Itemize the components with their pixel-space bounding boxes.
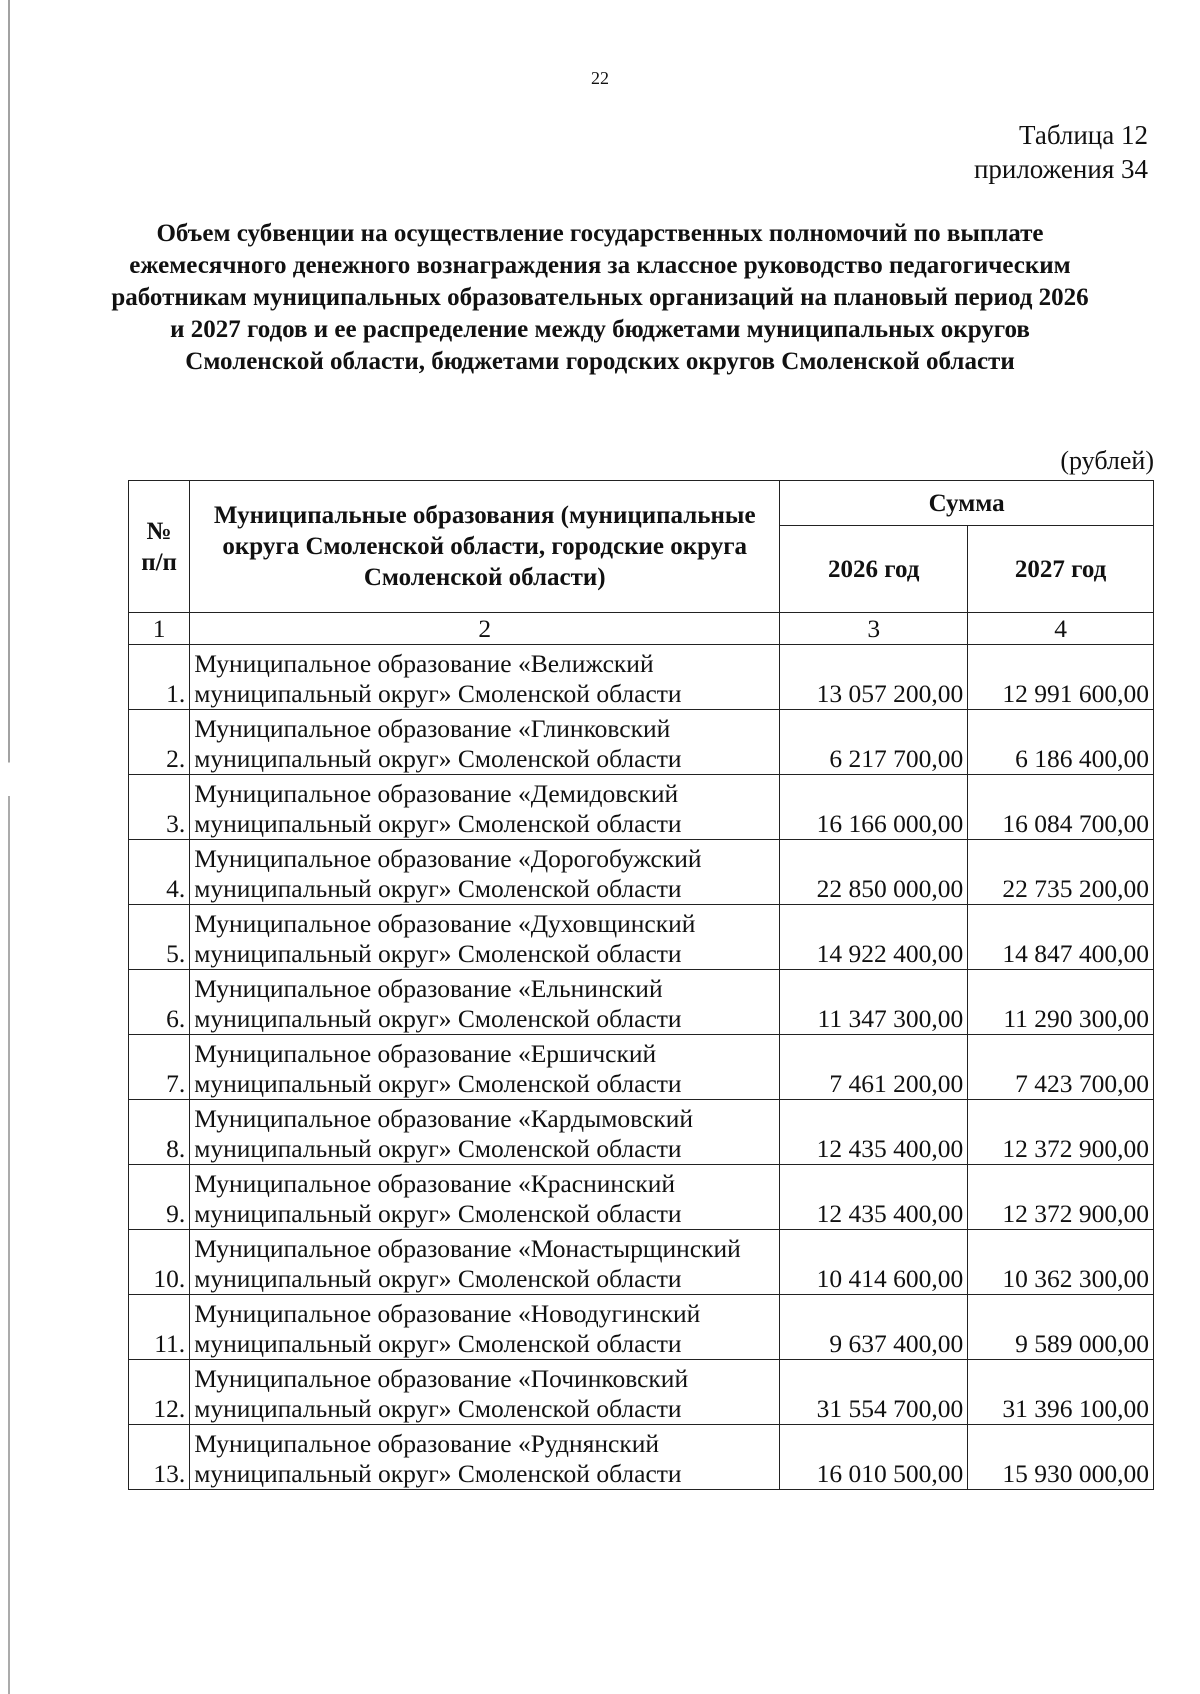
table-reference-line2: приложения 34 [973,154,1148,184]
page-number: 22 [591,68,609,88]
amount-2026: 31 554 700,00 [780,1360,968,1425]
amount-2026: 6 217 700,00 [780,710,968,775]
row-number: 8. [129,1100,190,1165]
header-name: Муниципальные образования (муниципальные округа Смоленской области, городские округа Смоленской области) [190,481,780,613]
municipality-name: Муниципальное образование «Велижский муниципальный округ» Смоленской области [190,645,780,710]
table-row [129,905,1154,970]
amount-2027: 12 372 900,00 [968,1165,1154,1230]
amount-2026: 7 461 200,00 [780,1035,968,1100]
amount-2027: 11 290 300,00 [968,970,1154,1035]
municipality-name: Муниципальное образование «Глинковский муниципальный округ» Смоленской области [190,710,780,775]
amount-2027: 7 423 700,00 [968,1035,1154,1100]
amount-2027: 22 735 200,00 [968,840,1154,905]
amount-2027: 12 991 600,00 [968,645,1154,710]
header-year-2027: 2027 год [968,526,1154,613]
units-label: (рублей) [1060,446,1154,475]
amount-2027: 15 930 000,00 [968,1425,1154,1490]
column-numbers-row [129,613,1154,645]
amount-2027: 14 847 400,00 [968,905,1154,970]
amount-2026: 22 850 000,00 [780,840,968,905]
table-reference-line1: Таблица 12 [1019,120,1148,150]
amount-2026: 12 435 400,00 [780,1100,968,1165]
municipality-name: Муниципальное образование «Демидовский муниципальный округ» Смоленской области [190,775,780,840]
amount-2026: 10 414 600,00 [780,1230,968,1295]
amount-2026: 9 637 400,00 [780,1295,968,1360]
column-number: 3 [780,613,968,645]
municipality-name: Муниципальное образование «Краснинский муниципальный округ» Смоленской области [190,1165,780,1230]
row-number: 6. [129,970,190,1035]
column-number: 1 [129,613,190,645]
subvention-table [128,480,1154,1490]
table-row [129,710,1154,775]
municipality-name: Муниципальное образование «Починковский муниципальный округ» Смоленской области [190,1360,780,1425]
municipality-name: Муниципальное образование «Ершичский муниципальный округ» Смоленской области [190,1035,780,1100]
row-number: 7. [129,1035,190,1100]
amount-2026: 12 435 400,00 [780,1165,968,1230]
document-title: Объем субвенции на осуществление государственных полномочий по выплате ежемесячного денежного вознаграждения за классное руководство педагогическим работникам муниципальных образовательных организаций на плановый период 2026 и 2027 годов и ее распределение между бюджетами муниципальных округов Смоленской области, бюджетами городских округов Смоленской области [111,220,1089,375]
amount-2027: 10 362 300,00 [968,1230,1154,1295]
municipality-name: Муниципальное образование «Руднянский муниципальный округ» Смоленской области [190,1425,780,1490]
page-binding-edge [8,0,10,1694]
table-reference [828,118,1148,186]
table-row [129,645,1154,710]
amount-2026: 13 057 200,00 [780,645,968,710]
row-number: 9. [129,1165,190,1230]
table-row [129,775,1154,840]
municipality-name: Муниципальное образование «Кардымовский муниципальный округ» Смоленской области [190,1100,780,1165]
municipality-name: Муниципальное образование «Монастырщинский муниципальный округ» Смоленской области [190,1230,780,1295]
amount-2027: 12 372 900,00 [968,1100,1154,1165]
header-sum: Сумма [780,481,1154,526]
table-row [129,1360,1154,1425]
row-number: 3. [129,775,190,840]
row-number: 11. [129,1295,190,1360]
amount-2027: 9 589 000,00 [968,1295,1154,1360]
row-number: 10. [129,1230,190,1295]
table-row [129,1165,1154,1230]
table-row [129,1295,1154,1360]
amount-2027: 16 084 700,00 [968,775,1154,840]
row-number: 2. [129,710,190,775]
header-num: № п/п [129,481,190,613]
table-row [129,1425,1154,1490]
municipality-name: Муниципальное образование «Ельнинский муниципальный округ» Смоленской области [190,970,780,1035]
table-row [129,1100,1154,1165]
row-number: 4. [129,840,190,905]
table-row [129,970,1154,1035]
table-row [129,1230,1154,1295]
amount-2026: 11 347 300,00 [780,970,968,1035]
row-number: 12. [129,1360,190,1425]
header-year-2026: 2026 год [780,526,968,613]
amount-2027: 6 186 400,00 [968,710,1154,775]
municipality-name: Муниципальное образование «Новодугинский муниципальный округ» Смоленской области [190,1295,780,1360]
municipality-name: Муниципальное образование «Духовщинский муниципальный округ» Смоленской области [190,905,780,970]
amount-2026: 16 010 500,00 [780,1425,968,1490]
column-number: 4 [968,613,1154,645]
municipality-name: Муниципальное образование «Дорогобужский муниципальный округ» Смоленской области [190,840,780,905]
column-number: 2 [190,613,780,645]
table-row [129,1035,1154,1100]
amount-2027: 31 396 100,00 [968,1360,1154,1425]
amount-2026: 14 922 400,00 [780,905,968,970]
row-number: 5. [129,905,190,970]
row-number: 13. [129,1425,190,1490]
amount-2026: 16 166 000,00 [780,775,968,840]
row-number: 1. [129,645,190,710]
table-row [129,840,1154,905]
